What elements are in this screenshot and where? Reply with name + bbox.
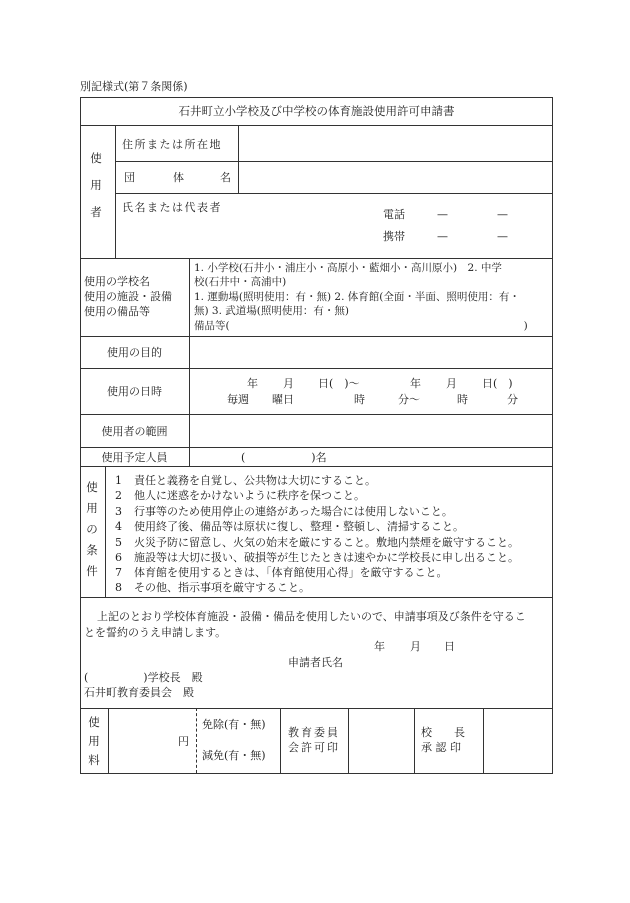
phone-label: 電話 [383, 208, 405, 221]
declaration-line-2: とを誓約のうえ申請します。 [84, 626, 227, 639]
end-day[interactable]: 日( ) [482, 377, 513, 390]
condition-text: その他、指示事項を厳守すること。 [134, 581, 310, 594]
facility-options-line-1[interactable]: 1. 運動場(照明使用：有・無) 2. 体育館(全面・半面、照明使用：有・ [194, 291, 520, 303]
scope-field[interactable] [190, 415, 552, 447]
name-field[interactable] [239, 194, 379, 257]
board-approval-label-2: 会許可印 [288, 741, 340, 754]
condition-text: 施設等は大切に扱い、破損等が生じたときは速やかに学校長に申し出ること。 [134, 551, 519, 564]
condition-no: 2 [115, 489, 122, 502]
group-label-2: 体 [173, 171, 184, 184]
user-side-label: 使 用 者 [90, 151, 102, 219]
applicant-name-label: 申請者氏名 [288, 656, 343, 669]
board-seal-box[interactable] [349, 709, 413, 772]
group-name-field[interactable] [239, 162, 552, 193]
start-day[interactable]: 日( )～ [318, 377, 360, 390]
start-minute[interactable]: 分～ [398, 393, 420, 406]
condition-text: 使用終了後、備品等は原状に復し、整理・整頓し、清掃すること。 [134, 520, 464, 533]
purpose-field[interactable] [190, 337, 552, 368]
principal-seal-box[interactable] [484, 709, 551, 772]
fee-reduction[interactable]: 減免(有・無) [202, 749, 266, 762]
conditions-side-label: 使 用 の 条 件 [86, 480, 98, 578]
board-addressee: 石井町教育委員会 殿 [84, 686, 194, 699]
condition-text: 体育館を使用するときは、「体育館使用心得」を厳守すること。 [134, 566, 448, 579]
condition-no: 4 [115, 520, 122, 533]
condition-no: 5 [115, 536, 122, 549]
phone-dash-1: — [437, 208, 448, 221]
fee-exemption[interactable]: 免除(有・無) [202, 718, 266, 731]
datetime-label: 使用の日時 [107, 385, 162, 398]
equipment-field[interactable]: 備品等( ) [194, 320, 528, 332]
fee-amount-field[interactable] [109, 709, 175, 772]
group-label-3: 名 [220, 171, 231, 184]
board-approval-label-1: 教育委員 [288, 726, 340, 739]
end-year[interactable]: 年 [410, 377, 421, 390]
end-minute[interactable]: 分 [507, 393, 518, 406]
form-title: 石井町立小学校及び中学校の体育施設使用許可申請書 [178, 104, 455, 118]
condition-text: 火災予防に留意し、火気の始末を厳にすること。敷地内禁煙を厳守すること。 [134, 536, 519, 549]
mobile-dash-2: — [497, 230, 508, 243]
application-month[interactable]: 月 [410, 640, 421, 653]
applicant-name-field[interactable] [350, 652, 550, 670]
principal-addressee[interactable]: ( )学校長 殿 [84, 671, 203, 684]
facility-label: 使用の施設・設備 [84, 290, 172, 303]
principal-approval-label-1: 校 長 [421, 726, 465, 739]
equipment-label: 使用の備品等 [84, 305, 150, 318]
condition-text: 責任と義務を自覚し、公共物は大切にすること。 [134, 474, 376, 487]
application-year[interactable]: 年 [374, 640, 385, 653]
school-options-line-1[interactable]: 1. 小学校(石井小・浦庄小・高原小・藍畑小・高川原小) 2. 中学 [194, 262, 502, 274]
start-hour[interactable]: 時 [354, 393, 365, 406]
application-day[interactable]: 日 [444, 640, 455, 653]
mobile-label: 携帯 [383, 230, 405, 243]
condition-no: 1 [115, 474, 122, 487]
name-label: 氏名または代表者 [122, 201, 222, 214]
principal-approval-label-2: 承 認 印 [421, 741, 461, 754]
people-label: 使用予定人員 [101, 451, 168, 464]
condition-no: 3 [115, 505, 122, 518]
declaration-line-1: 上記のとおり学校体育施設・設備・備品を使用したいので、申請事項及び条件を守るこ [97, 610, 526, 623]
address-label: 住所または所在地 [122, 138, 222, 151]
start-month[interactable]: 月 [283, 377, 294, 390]
fee-side-label: 使 用 料 [88, 715, 100, 767]
people-field[interactable]: ( )名 [241, 451, 327, 464]
end-hour[interactable]: 時 [457, 393, 468, 406]
condition-text: 他人に迷惑をかけないように秩序を保つこと。 [134, 489, 365, 502]
condition-no: 6 [115, 551, 122, 564]
mobile-dash-1: — [437, 230, 448, 243]
group-label-1: 団 [124, 171, 135, 184]
weekly-label: 毎週 [227, 393, 249, 406]
school-name-label: 使用の学校名 [84, 275, 150, 288]
weekday-field[interactable]: 曜日 [272, 393, 294, 406]
condition-no: 7 [115, 566, 122, 579]
purpose-label: 使用の目的 [107, 346, 162, 359]
facility-options-line-2[interactable]: 無) 3. 武道場(照明使用：有・無) [194, 305, 349, 317]
scope-label: 使用者の範囲 [101, 425, 168, 438]
annex-label: 別記様式(第７条関係) [80, 80, 188, 93]
phone-dash-2: — [497, 208, 508, 221]
condition-no: 8 [115, 581, 122, 594]
end-month[interactable]: 月 [446, 377, 457, 390]
school-options-line-2[interactable]: 校(石井中・高浦中) [194, 276, 287, 288]
address-field[interactable] [239, 126, 552, 161]
start-year[interactable]: 年 [247, 377, 258, 390]
yen-unit: 円 [178, 735, 189, 748]
condition-text: 行事等のため使用停止の連絡があった場合には使用しないこと。 [134, 505, 453, 518]
